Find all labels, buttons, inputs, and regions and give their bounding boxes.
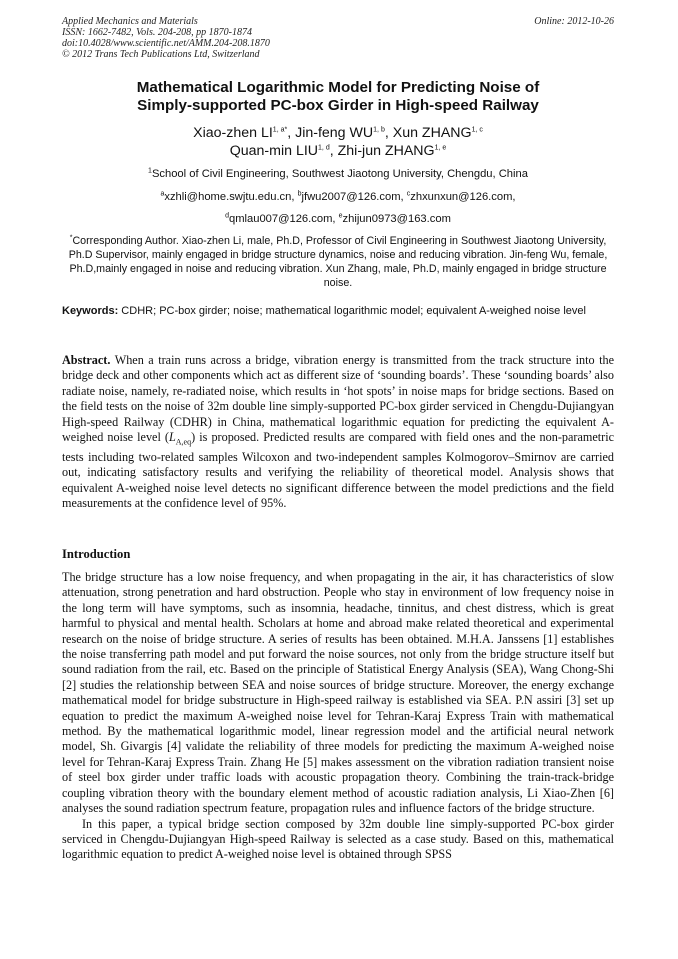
symbol-L: L [169,430,176,445]
email-line-1 [62,190,614,205]
email-address: zhxunxun@126.com, [410,191,516,203]
email-mark: a [160,190,165,198]
author-list [62,124,614,160]
author-separator: , [384,125,393,141]
introduction-body [62,570,614,863]
issn-line: ISSN: 1662-7482, Vols. 204-208, pp 1870-1874 [62,27,252,38]
abstract-text-1: When a train runs across a bridge, vibration energy is transmitted from the track structure into the bridge deck and other components which act as different size of ‘sounding boards’. These ‘sounding boards’ also radiate noise, namely, re-radiated noise, which results in ‘hot spots’ in noise maps for bridge sections. Based on the field tests on the noise of 32m double line simply-supported PC-box girder serviced in Chengdu-Dujiangyan High-speed Railway (CDHR) in China, mathematical logarithmic equation for predicting the equivalent A-weighed noise level ( [62,353,614,445]
email-mark: c [406,190,411,198]
intro-paragraph-2: In this paper, a typical bridge section composed by 32m double line simply-supported PC-box girder serviced in Chengdu-Dujiangyan High-speed Railway is selected as a case study. Based on this, mathematical logarithmic equation to predict A-weighed noise level is obtained through SPSS [62,816,614,862]
author-affiliation-mark: 1, c [471,126,483,134]
journal-header [62,16,270,60]
doi-line: doi:10.4028/www.scientific.net/AMM.204-208.1870 [62,38,270,49]
author-name: Xiao-zhen LI [193,125,273,141]
author-separator: , [329,143,338,159]
keywords-label: Keywords: [62,305,119,317]
keywords [62,304,614,319]
email-mark: e [338,212,343,220]
author-name: Jin-feng WU [295,125,374,141]
title-line-1: Mathematical Logarithmic Model for Predicting Noise of [136,79,540,96]
author-separator: , [287,125,296,141]
journal-name: Applied Mechanics and Materials [62,16,198,27]
abstract-text-2: ) is proposed. Predicted results are compared with field ones and the non-parametric tests including two-related samples Wilcoxon and two-independent samples Kolmogorov–Smirnov are carried out, indicating satisfactory results and verifying the reliability of theoretical model. Analysis shows that equivalent A-weighed noise level detects no significant difference between the model predictions and the field measurements at the confidence level of 95%. [62,430,614,511]
author-affiliation-mark: 1, e [434,144,447,152]
author-affiliation-mark: 1, d [318,144,330,152]
keywords-text: CDHR; PC-box girder; noise; mathematical logarithmic model; equivalent A-weighed noise level [118,305,586,317]
author-line-1 [62,124,614,142]
corresponding-author-note [62,234,614,290]
email-mark: d [225,212,229,220]
symbol-subscript: A,eq [175,437,192,447]
online-date: Online: 2012-10-26 [534,16,614,27]
abstract [62,353,614,512]
author-line-2 [62,142,614,160]
corresponding-mark: * [69,234,73,242]
email-list [62,190,614,227]
section-heading-introduction: Introduction [62,547,131,561]
email-address: jfwu2007@126.com, [301,191,407,203]
email-address: zhijun0973@163.com [342,213,451,225]
corresponding-text: Corresponding Author. Xiao-zhen Li, male, Ph.D, Professor of Civil Engineering in Southwest Jiaotong University, Ph.D Supervisor, mainly engaged in bridge structure dynamics, noise and reducing vibration. Jin-feng Wu, female, Ph.D,mainly engaged in noise and reducing vibration. Xun Zhang, male, Ph.D, mainly engaged in bridge structure noise. [68,235,608,289]
author-affiliation-mark: 1, b [373,126,385,134]
email-mark: b [297,190,302,198]
abstract-label: Abstract. [62,353,111,367]
affiliation-mark: 1 [148,167,152,175]
paper-title [62,79,614,115]
copyright-line: © 2012 Trans Tech Publications Ltd, Switzerland [62,49,260,60]
email-line-2 [62,212,614,227]
author-name: Zhi-jun ZHANG [337,143,435,159]
email-address: qmlau007@126.com, [228,213,339,225]
affiliation-text: School of Civil Engineering, Southwest Jiaotong University, Chengdu, China [151,168,528,180]
email-address: xzhli@home.swjtu.edu.cn, [164,191,298,203]
title-line-2: Simply-supported PC-box Girder in High-speed Railway [137,97,539,114]
author-affiliation-mark: 1, a* [272,126,288,134]
author-name: Xun ZHANG [392,125,472,141]
affiliation [62,167,614,182]
intro-paragraph-1: The bridge structure has a low noise frequency, and when propagating in the air, it has characteristics of slow attenuation, strong penetration and hard obstruction. People who stay in environment of low frequency noise in the long term will have symptoms, such as insomnia, headache, tinnitus, and chest distress, which is great harmful to physical and mental health. Scholars at home and abroad make related theoretical and experimental research on the noise of bridge structure. A series of results has been obtained. M.H.A. Janssens [1] establishes the noise transferring path model and put forward the noise sources, not only from the bridge structure itself but sound radiation from the rail, etc. Based on the principle of Statistical Energy Analysis (SEA), Wang Chong-Shi [2] studies the relationship between SEA and noise sources of bridge structure. Moreover, the energy exchange mathematical model for bridge substructure in High-speed railway is established via SEA. P.N assiri [3] set up equation to predict the maximum A-weighed noise level for Tehran-Karaj Express Train with mathematical method. By the mathematical logarithmic model, linear regression model and the artificial neural network model, Sh. Givargis [4] validate the reliability of three models for predicting the maximum A-weighed noise level for Tehran-Karaj Express Train. Zhang He [5] makes assessment on the vibration radiation transient noise of steel box girder under traffic loads with acoustic propagation theory. Combining the train-track-bridge coupling vibration theory with the boundary element method of acoustic radiation analysis, Li Xiao-Zhen [6] analyses the sound radiation spectrum feature, propagation rules and influence factors of the bridge structure. [62,570,614,816]
author-name: Quan-min LIU [229,143,319,159]
